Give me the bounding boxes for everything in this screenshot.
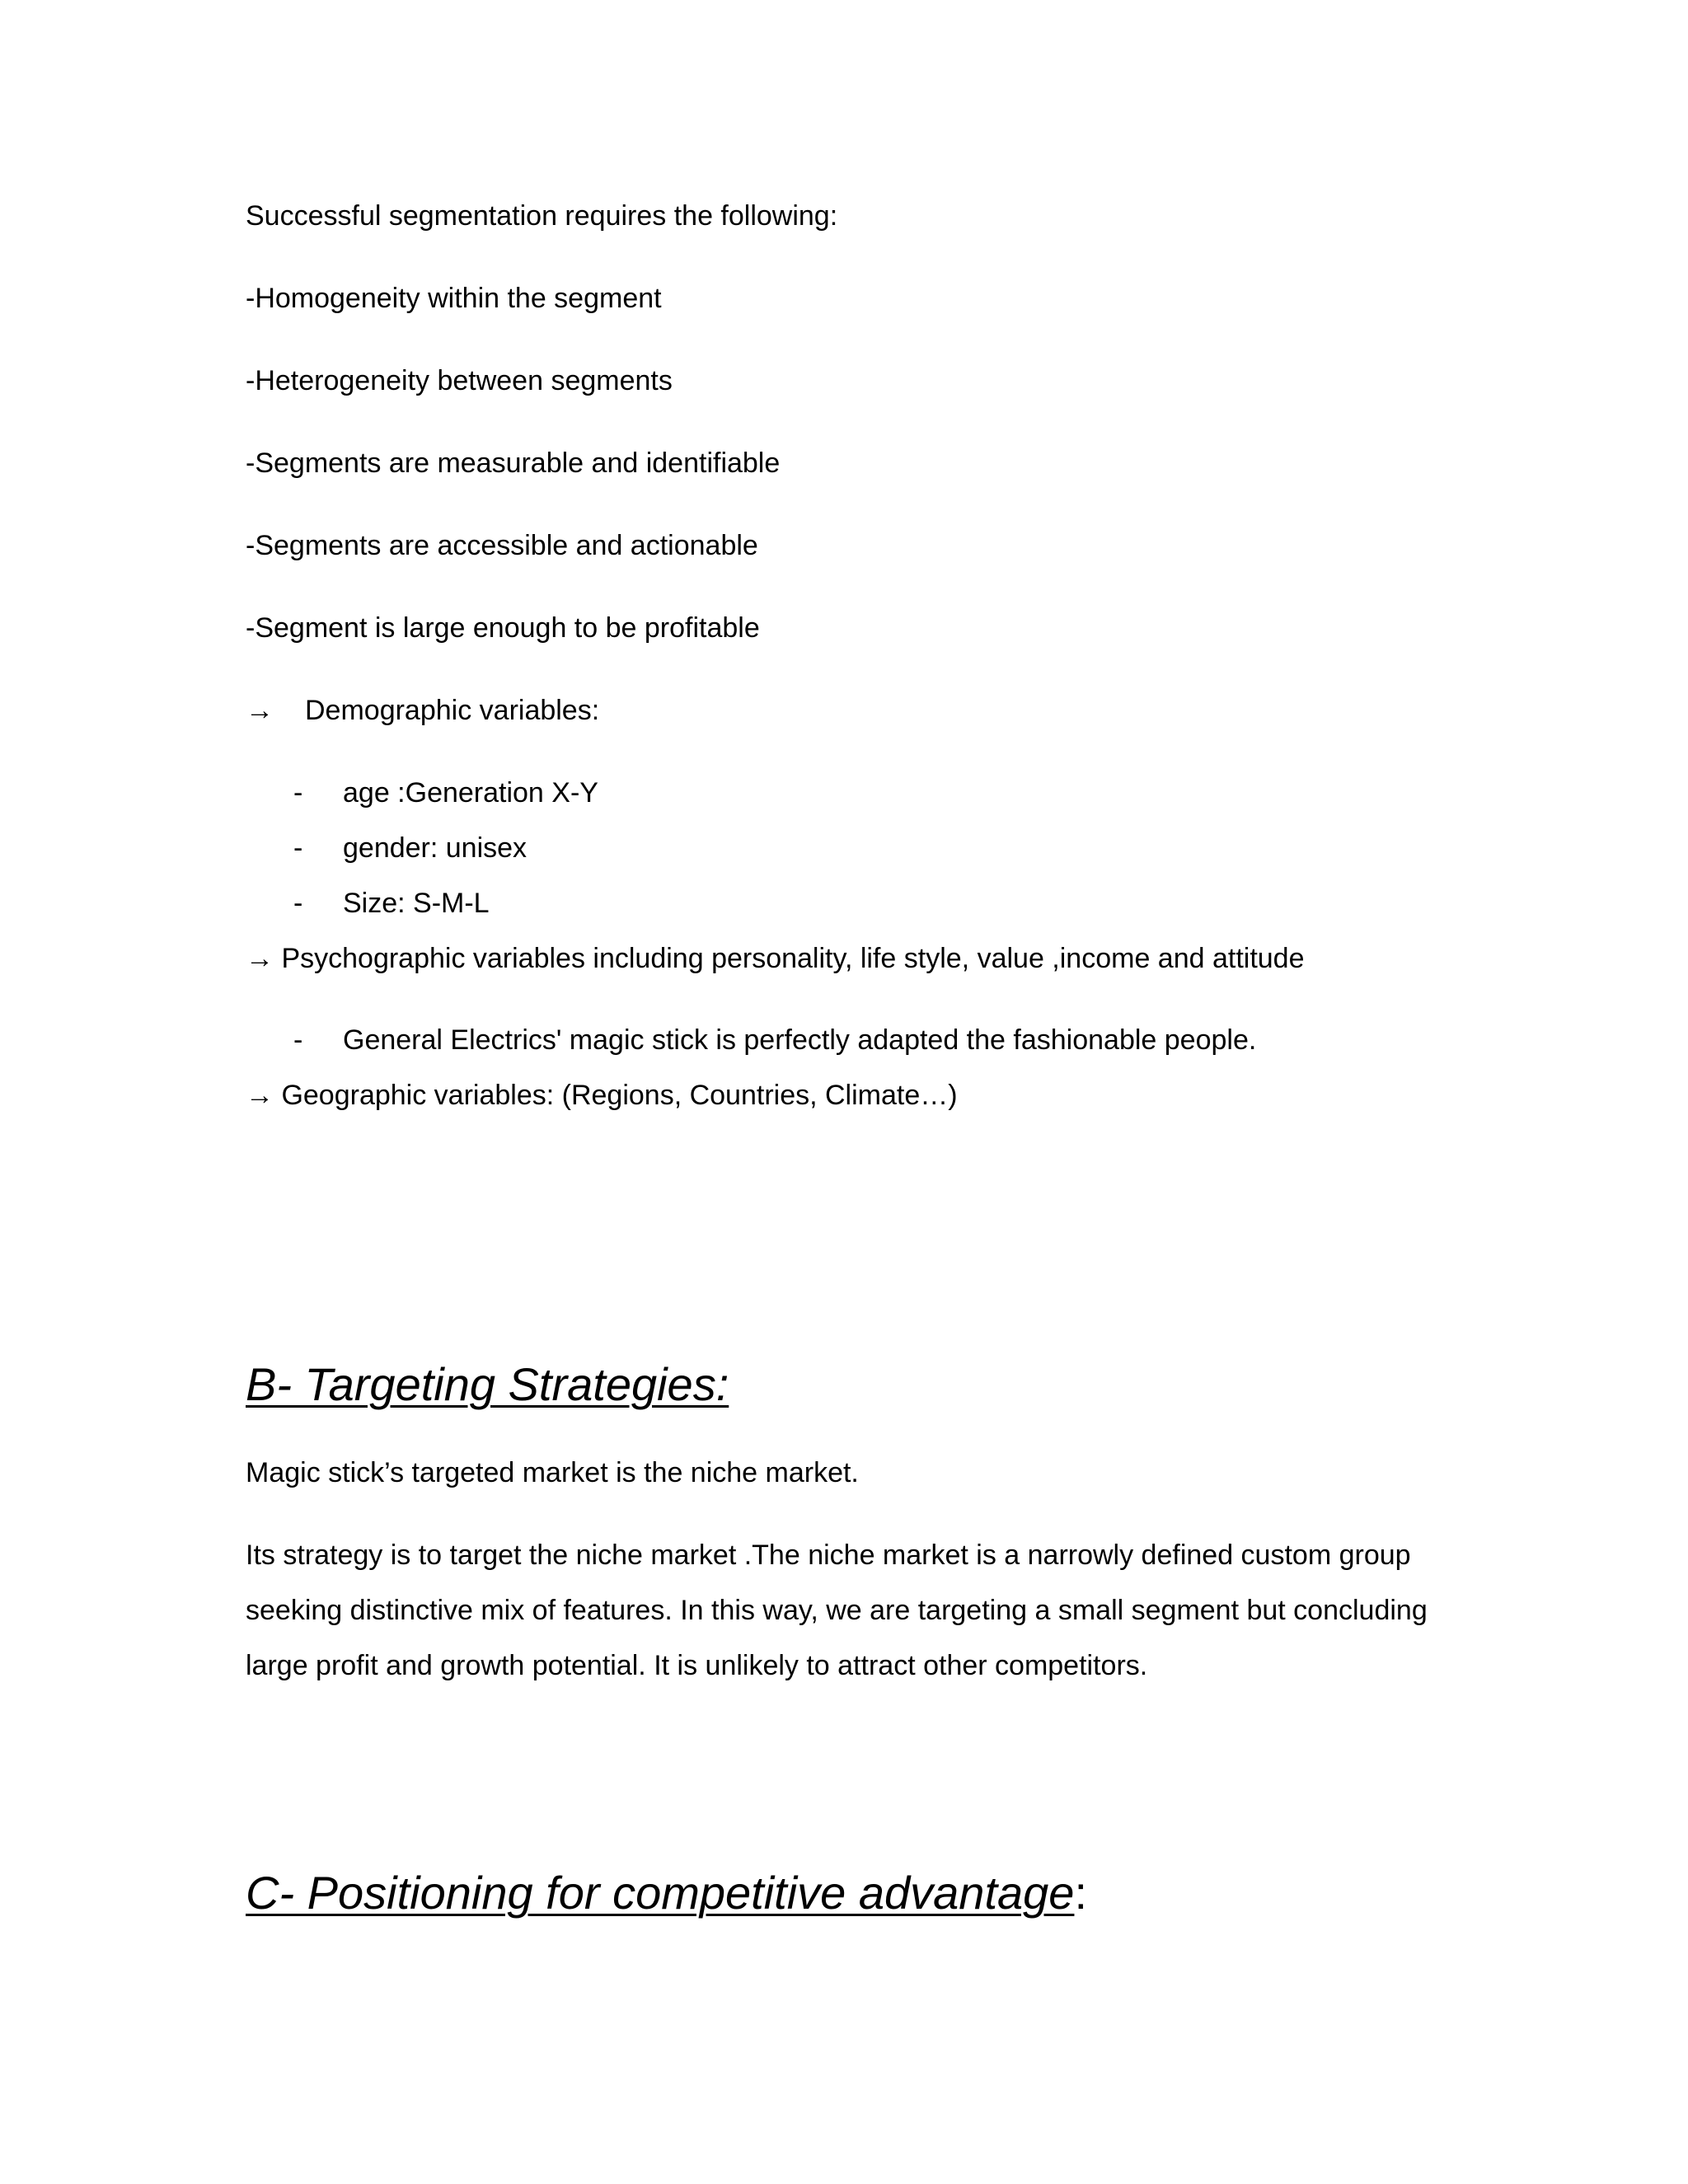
- demographic-bullet-gender: gender: unisex: [343, 832, 528, 864]
- requirement-item: -Homogeneity within the segment: [246, 283, 662, 314]
- psychographic-heading: → Psychographic variables including personality, life style, value ,income and attitude: [246, 943, 1305, 974]
- requirement-item: -Heterogeneity between segments: [246, 365, 673, 396]
- dash-bullet: -: [293, 888, 303, 919]
- demographic-bullet-age: age :Generation X-Y: [343, 777, 598, 808]
- demographic-label: Demographic variables:: [305, 695, 600, 726]
- targeting-paragraph-2-line: seeking distinctive mix of features. In this way, we are targeting a small segment but concluding: [246, 1595, 1428, 1626]
- requirement-item: -Segments are accessible and actionable: [246, 530, 758, 561]
- psychographic-bullet: General Electrics' magic stick is perfectly adapted the fashionable people.: [343, 1024, 1257, 1056]
- arrow-icon: →: [246, 695, 274, 726]
- dash-bullet: -: [293, 777, 303, 808]
- segmentation-intro: Successful segmentation requires the following:: [246, 200, 838, 232]
- positioning-heading: [246, 1864, 1087, 1922]
- requirement-item: -Segment is large enough to be profitable: [246, 612, 760, 644]
- dash-bullet: -: [293, 1024, 303, 1056]
- geographic-heading: → Geographic variables: (Regions, Countries, Climate…): [246, 1080, 958, 1111]
- targeting-paragraph-1: Magic stick’s targeted market is the niche market.: [246, 1457, 859, 1488]
- targeting-heading-text: B- Targeting Strategies:: [246, 1358, 729, 1410]
- demographic-bullet-size: Size: S-M-L: [343, 888, 490, 919]
- demographic-heading: [246, 692, 599, 729]
- targeting-heading: [246, 1356, 729, 1413]
- positioning-heading-colon: :: [1074, 1867, 1087, 1919]
- targeting-paragraph-2-line: large profit and growth potential. It is unlikely to attract other competitors.: [246, 1650, 1148, 1681]
- dash-bullet: -: [293, 832, 303, 864]
- targeting-paragraph-2-line: Its strategy is to target the niche market .The niche market is a narrowly defined custom group: [246, 1540, 1411, 1571]
- positioning-heading-text: C- Positioning for competitive advantage: [246, 1867, 1075, 1919]
- requirement-item: -Segments are measurable and identifiable: [246, 448, 781, 479]
